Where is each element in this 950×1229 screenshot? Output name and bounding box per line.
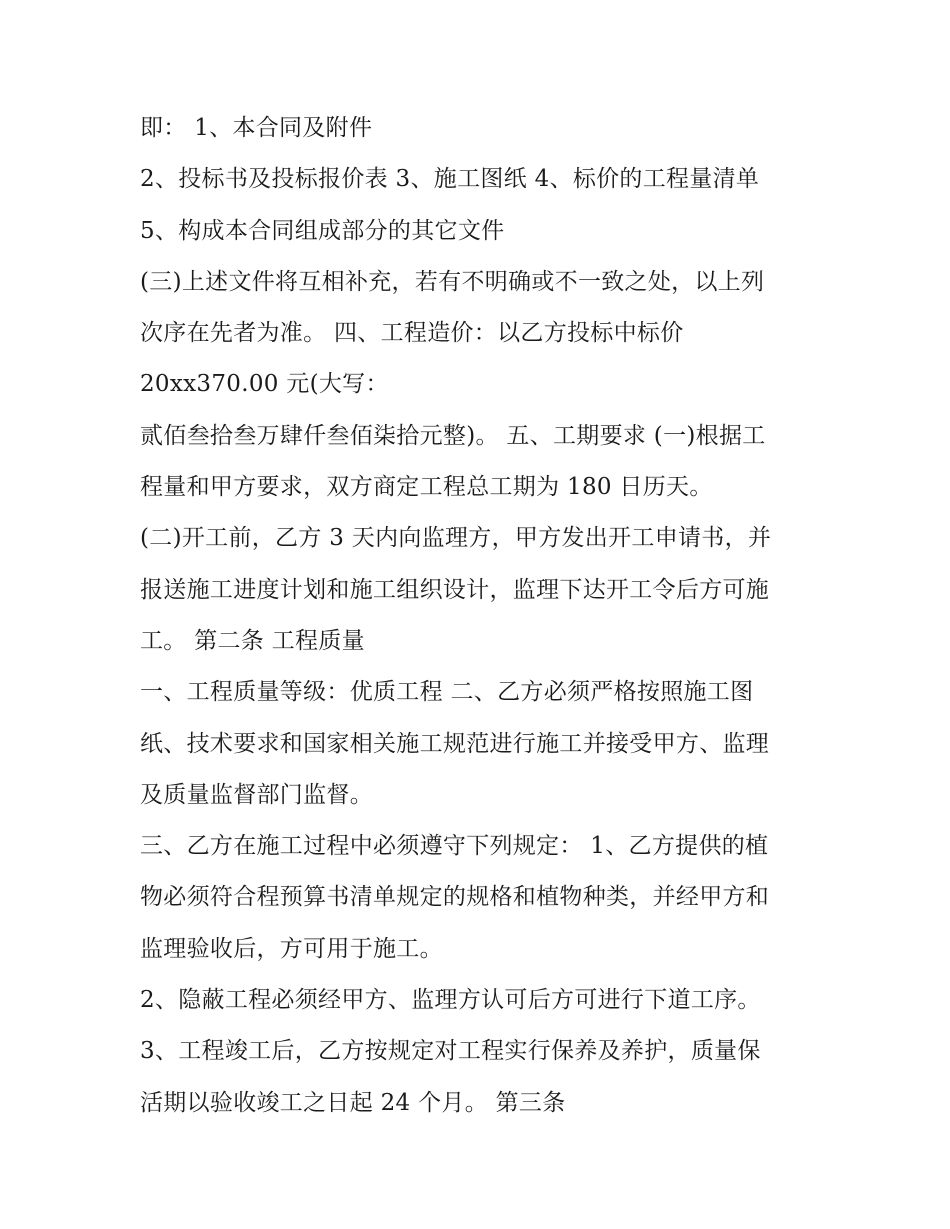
text-line: 物必须符合程预算书清单规定的规格和植物种类，并经甲方和 bbox=[140, 884, 770, 911]
text-line: 程量和甲方要求，双方商定工程总工期为 180 日历天。 bbox=[140, 474, 713, 501]
text-line: 纸、技术要求和国家相关施工规范进行施工并接受甲方、监理 bbox=[140, 730, 770, 757]
text-line: 即： 1、本合同及附件 bbox=[140, 115, 373, 141]
document-body bbox=[140, 106, 830, 1132]
text-line: 20xx370.00 元(大写： bbox=[140, 371, 389, 398]
text-line: 2、投标书及投标报价表 3、施工图纸 4、标价的工程量清单 bbox=[140, 166, 760, 193]
text-line: 3、工程竣工后，乙方按规定对工程实行保养及养护，质量保 bbox=[140, 1038, 761, 1065]
text-line: 次序在先者为准。 四、工程造价：以乙方投标中标价 bbox=[140, 320, 684, 347]
text-line: 贰佰叁拾叁万肆仟叁佰柒拾元整)。 五、工期要求 (一)根据工 bbox=[140, 422, 766, 449]
text-line: 报送施工进度计划和施工组织设计，监理下达开工令后方可施 bbox=[140, 576, 770, 603]
text-line: 活期以验收竣工之日起 24 个月。 第三条 bbox=[140, 1089, 566, 1116]
text-line: 及质量监督部门监督。 bbox=[140, 781, 373, 808]
text-line: 5、构成本合同组成部分的其它文件 bbox=[140, 217, 505, 244]
text-line: 2、隐蔽工程必须经甲方、监理方认可后方可进行下道工序。 bbox=[140, 987, 761, 1014]
text-line: 监理验收后，方可用于施工。 bbox=[140, 935, 443, 962]
text-line: (二)开工前，乙方 3 天内向监理方，甲方发出开工申请书，并 bbox=[140, 525, 772, 552]
text-line: 一、工程质量等级：优质工程 二、乙方必须严格按照施工图 bbox=[140, 679, 754, 706]
text-line: (三)上述文件将互相补充，若有不明确或不一致之处，以上列 bbox=[140, 268, 765, 295]
text-line: 三、乙方在施工过程中必须遵守下列规定： 1、乙方提供的植 bbox=[140, 833, 769, 860]
text-line: 工。 第二条 工程质量 bbox=[140, 627, 365, 654]
